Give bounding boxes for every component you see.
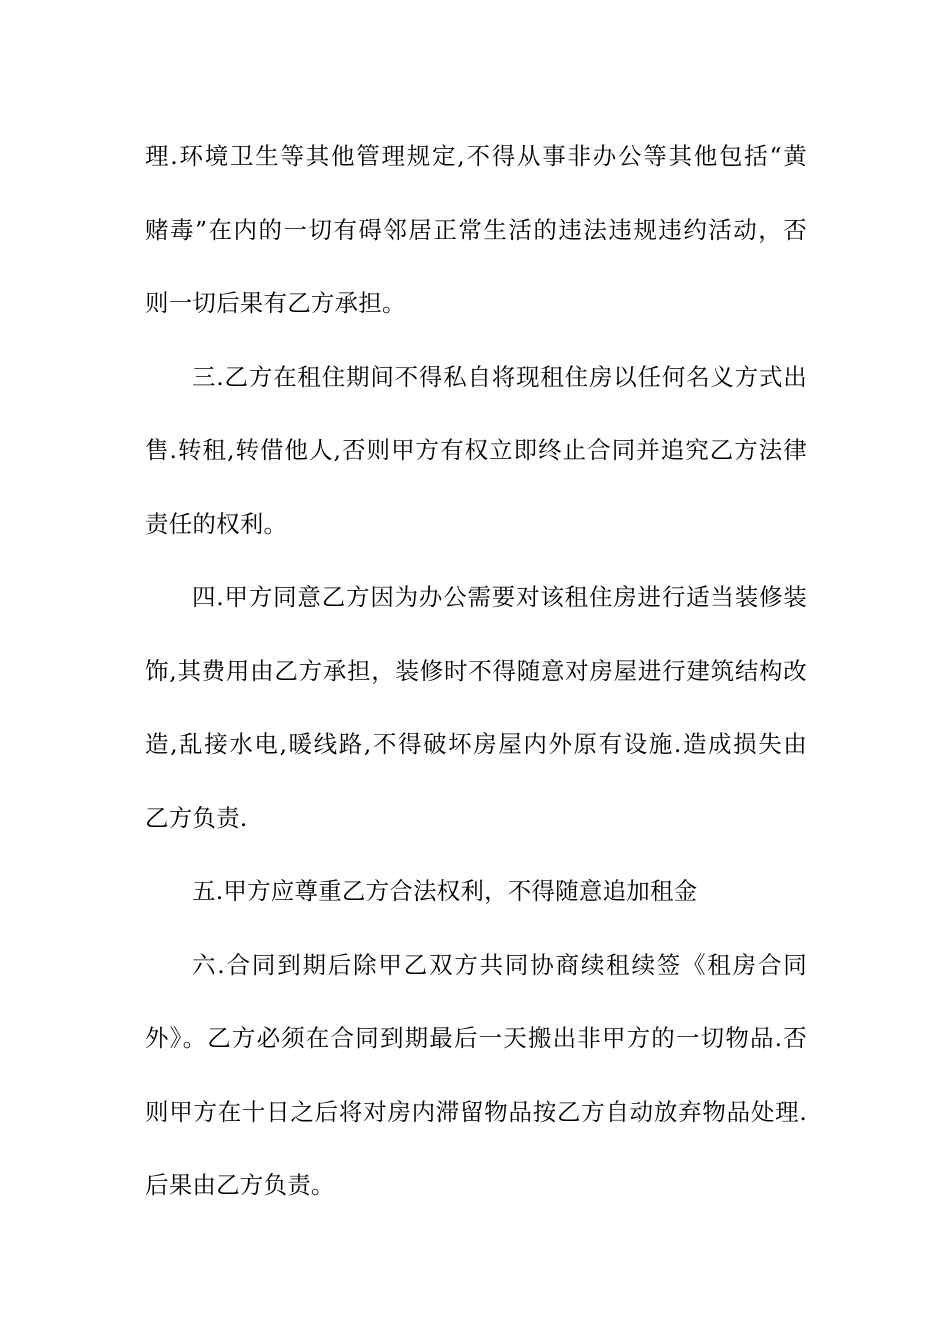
text-line: 造,乱接水电,暖线路,不得破坏房屋内外原有设施.造成损失由 xyxy=(145,730,807,758)
paragraph-clause-4 xyxy=(145,561,807,855)
paragraph-clause-3 xyxy=(145,341,807,562)
paragraph-clause-2-continued xyxy=(145,120,807,341)
paragraph-clause-5 xyxy=(145,855,807,929)
text-line: 则一切后果有乙方承担。 xyxy=(145,289,406,317)
text-line: 饰,其费用由乙方承担，装修时不得随意对房屋进行建筑结构改 xyxy=(145,656,807,685)
text-line: 则甲方在十日之后将对房内滞留物品按乙方自动放弃物品处理. xyxy=(145,1097,807,1126)
text-line: 乙方负责. xyxy=(145,803,248,832)
paragraph-clause-6 xyxy=(145,929,807,1223)
text-line: 后果由乙方负责。 xyxy=(145,1171,335,1199)
text-line: 六.合同到期后除甲乙双方共同协商续租续签《租房合同 xyxy=(192,950,807,979)
text-line: 外》。乙方必须在合同到期最后一天搬出非甲方的一切物品.否 xyxy=(145,1024,807,1052)
text-line: 责任的权利。 xyxy=(145,509,288,538)
text-line: 三.乙方在租住期间不得私自将现租住房以任何名义方式出 xyxy=(192,362,807,391)
document-body xyxy=(145,120,807,1223)
text-line: 五.甲方应尊重乙方合法权利，不得随意追加租金 xyxy=(192,877,698,905)
text-line: 理.环境卫生等其他管理规定,不得从事非办公等其他包括“黄 xyxy=(145,142,807,170)
text-line: 售.转租,转借他人,否则甲方有权立即终止合同并追究乙方法律 xyxy=(145,436,807,464)
text-line: 四.甲方同意乙方因为办公需要对该租住房进行适当装修装 xyxy=(192,583,807,611)
text-line: 赌毒”在内的一切有碍邻居正常生活的违法违规违约活动，否 xyxy=(145,215,807,244)
